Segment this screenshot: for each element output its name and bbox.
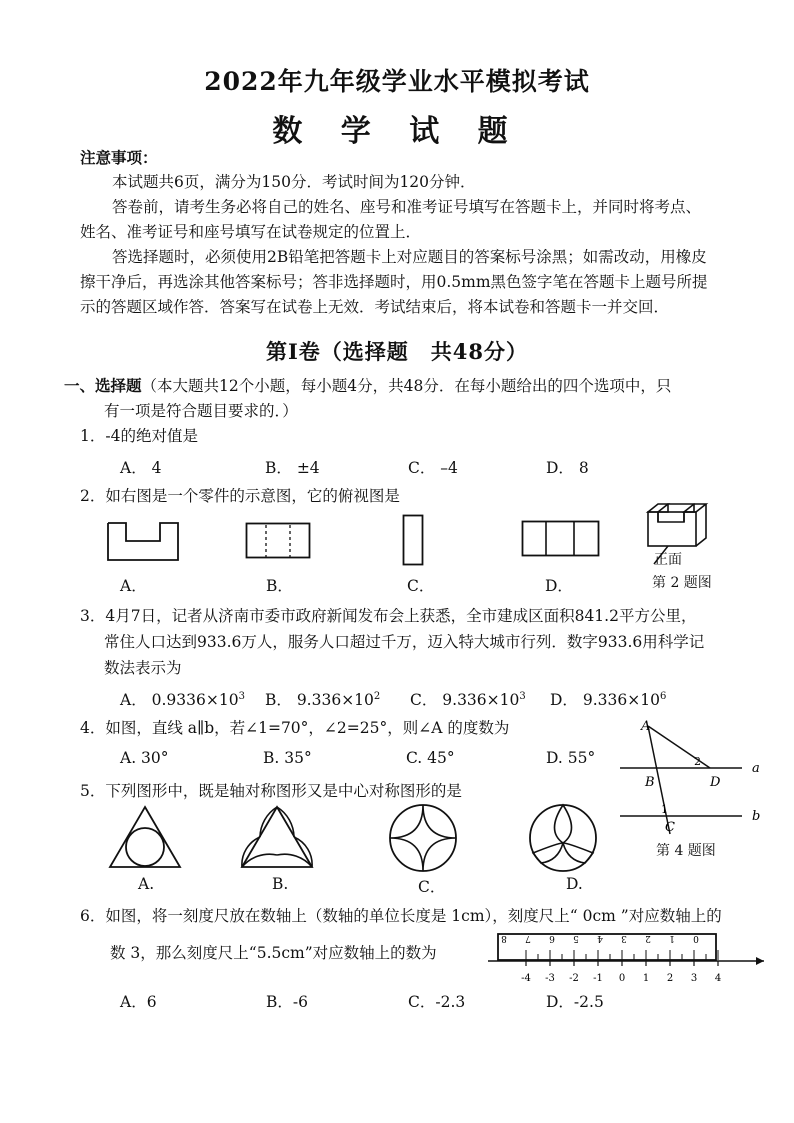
q4-stem: 4．如图，直线 a∥b，若∠1=70°，∠2=25°，则∠A 的度数为 xyxy=(80,719,510,737)
axis-tick-label: 3 xyxy=(690,973,698,984)
exam-title: 2022年九年级学业水平模拟考试 xyxy=(204,67,590,96)
label-a: a xyxy=(752,761,760,776)
label-D: D xyxy=(710,775,721,790)
part-heading xyxy=(64,374,671,398)
q6-stem-l2: 数 3，那么刻度尺上“5.5cm”对应数轴上的数为 xyxy=(110,944,437,962)
q6-ruler-figure xyxy=(488,932,770,988)
ruler-digit: 2 xyxy=(645,933,651,943)
q3-option-a-exp: 3 xyxy=(238,690,245,702)
axis-tick-label: -4 xyxy=(521,973,531,984)
q5-option-b: B. xyxy=(272,875,289,893)
q5-figure-d xyxy=(528,803,598,873)
q2-option-d: D． xyxy=(545,577,573,595)
q3-option-d-exp: 6 xyxy=(659,690,667,702)
q4-figure xyxy=(610,716,770,846)
q6-option-b: B．-6 xyxy=(266,993,308,1011)
q2-stem: 2．如右图是一个零件的示意图，它的俯视图是 xyxy=(80,487,400,505)
axis-tick-label: 4 xyxy=(714,973,722,984)
label-angle-2: 2 xyxy=(694,755,701,768)
q1-option-c: C． –4 xyxy=(408,459,458,477)
ruler-digit: 3 xyxy=(621,933,627,943)
ruler-digit: 8 xyxy=(501,933,507,943)
q2-figure-c xyxy=(403,515,423,565)
label-b: b xyxy=(752,809,761,824)
notes-heading: 注意事项： xyxy=(80,148,158,167)
ruler-digit: 4 xyxy=(597,933,603,943)
axis-tick-label: 1 xyxy=(642,973,650,984)
part-label: 一、选择题 xyxy=(64,376,142,395)
notes-p3-l3: 示的答题区域作答．答案写在试卷上无效．考试结束后，将本试卷和答题卡一并交回． xyxy=(80,298,670,316)
q2-figure-b xyxy=(246,523,310,558)
q6-option-c: C．-2.3 xyxy=(408,993,466,1011)
q5-stem: 5．下列图形中，既是轴对称图形又是中心对称图形的是 xyxy=(80,782,462,800)
q2-figure-a xyxy=(108,523,178,563)
q5-option-c: C． xyxy=(418,878,446,896)
ruler-digit: 0 xyxy=(693,933,699,943)
q5-figure-a xyxy=(108,805,182,869)
q4-figure-caption: 第 4 题图 xyxy=(656,843,716,859)
q1-option-b: B． ±4 xyxy=(265,459,320,477)
ruler-digit: 5 xyxy=(573,933,579,943)
q3-option-c xyxy=(410,688,526,710)
part-desc-l2: 有一项是符合题目要求的．） xyxy=(104,402,298,420)
q5-option-d: D. xyxy=(566,875,583,893)
q3-stem-l1: 3．4月7日，记者从济南市委市政府新闻发布会上获悉，全市建成区面积841.2平方公里， xyxy=(80,607,697,625)
q3-option-b-exp: 2 xyxy=(373,690,381,702)
q2-option-a: A． xyxy=(120,577,147,595)
axis-arrow xyxy=(756,957,764,965)
q5-figure-b xyxy=(240,805,314,869)
axis-tick-label: -2 xyxy=(569,973,579,984)
q3-option-c-exp: 3 xyxy=(519,690,526,702)
label-C: C xyxy=(665,820,675,835)
part-desc-l1: （本大题共12个小题，每小题4分，共48分．在每小题给出的四个选项中，只 xyxy=(141,377,672,395)
q2-option-c: C． xyxy=(407,577,435,595)
q5-figure-c xyxy=(388,803,458,873)
notes-p1: 本试题共6页，满分为150分．考试时间为120分钟． xyxy=(112,173,476,191)
notes-p2-l1: 答卷前，请考生务必将自己的姓名、座号和准考证号填写在答题卡上，并同时将考点、 xyxy=(112,198,702,216)
q2-figure-caption: 第 2 题图 xyxy=(652,575,712,591)
label-angle-1: 1 xyxy=(661,803,668,816)
q6-stem-l1: 6．如图，将一刻度尺放在数轴上（数轴的单位长度是 1cm），刻度尺上“ 0cm ”对应数轴上的 xyxy=(80,907,722,925)
q4-option-a: A. 30° xyxy=(120,749,169,767)
notes-p2-l2: 姓名、准考证号和座号填写在试卷规定的位置上． xyxy=(80,223,422,241)
q3-stem-l2: 常住人口达到933.6万人，服务人口超过千万，迈入特大城市行列．数字933.6用科学记 xyxy=(104,633,705,651)
q1-option-d: D． 8 xyxy=(546,459,589,477)
section-title: 第Ⅰ卷（选择题 共48分） xyxy=(265,339,529,364)
q3-option-d-base: D． 9.336×10 xyxy=(550,691,660,709)
axis-tick-label: -3 xyxy=(545,973,555,984)
q3-option-b-base: B． 9.336×10 xyxy=(265,691,374,709)
q3-option-a xyxy=(120,688,245,710)
axis-tick-label: -1 xyxy=(593,973,603,984)
q3-option-a-base: A． 0.9336×10 xyxy=(120,691,239,709)
axis-tick-label: 0 xyxy=(618,973,626,984)
q1-stem: 1．-4的绝对值是 xyxy=(80,427,198,445)
q1-option-a: A． 4 xyxy=(120,459,162,477)
q2-front-label: 正面 xyxy=(654,552,682,568)
ruler-digit: 1 xyxy=(669,933,675,943)
label-A: A xyxy=(641,719,651,734)
notes-p3-l2: 擦干净后，再选涂其他答案标号；答非选择题时，用0.5mm黑色签字笔在答题卡上题号所提 xyxy=(80,273,708,291)
q6-option-a: A．6 xyxy=(120,993,157,1011)
label-B: B xyxy=(645,775,655,790)
notes-p3-l1: 答选择题时，必须使用2B铅笔把答题卡上对应题目的答案标号涂黑；如需改动，用橡皮 xyxy=(112,248,707,266)
q3-option-b xyxy=(265,688,380,710)
q4-option-d: D. 55° xyxy=(546,749,596,767)
ruler-digit: 7 xyxy=(525,933,531,943)
q5-option-a: A. xyxy=(138,875,155,893)
q2-option-b: B． xyxy=(266,577,293,595)
q4-option-c: C. 45° xyxy=(406,749,455,767)
q3-option-d xyxy=(550,688,666,710)
axis-tick-label: 2 xyxy=(666,973,674,984)
q2-figure-d xyxy=(522,521,599,556)
q4-option-b: B. 35° xyxy=(263,749,312,767)
q3-stem-l3: 数法表示为 xyxy=(104,659,182,677)
ruler-digit: 6 xyxy=(549,933,555,943)
q3-option-c-base: C． 9.336×10 xyxy=(410,691,520,709)
subject-title: 数 学 试 题 xyxy=(272,114,522,149)
q6-option-d: D．-2.5 xyxy=(546,993,604,1011)
